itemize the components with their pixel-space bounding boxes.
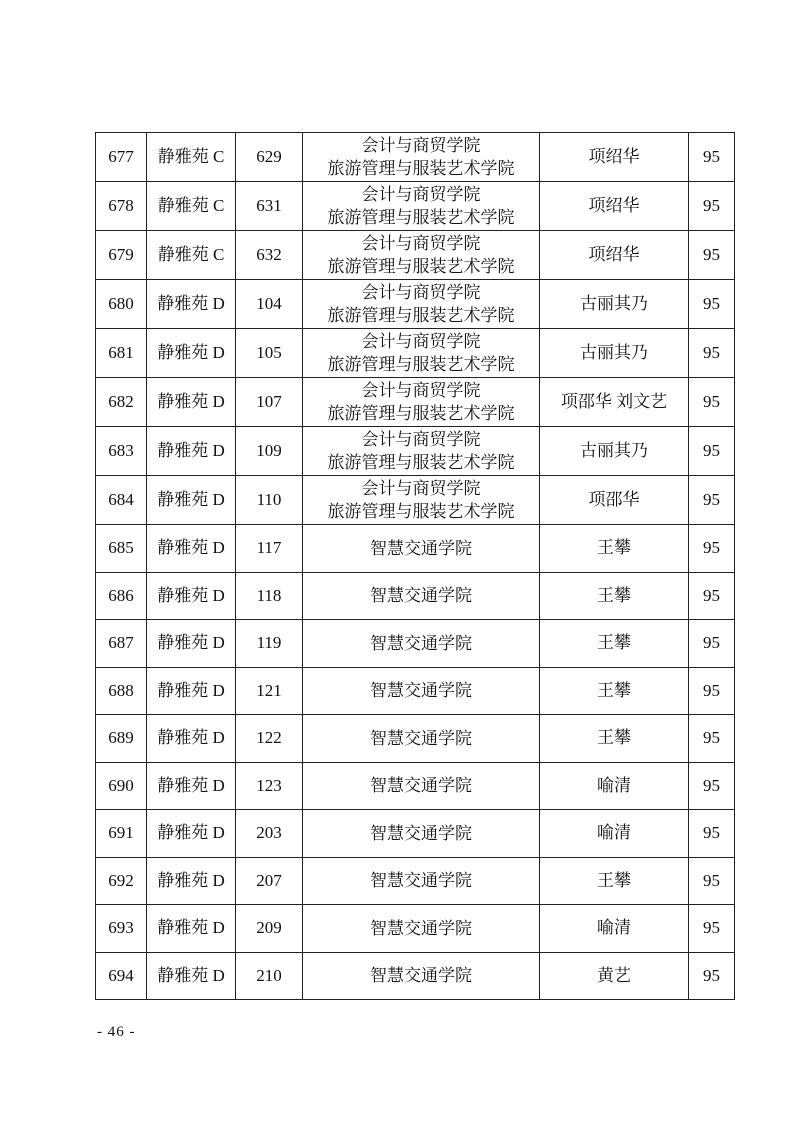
college-cell (303, 231, 540, 280)
row-number-cell: 694 (96, 952, 147, 1000)
room-cell: 107 (236, 378, 303, 427)
score-cell: 95 (689, 525, 735, 573)
college-name: 旅游管理与服装艺术学院 (327, 355, 515, 374)
teacher-cell: 古丽其乃 (540, 280, 689, 329)
room-cell: 632 (236, 231, 303, 280)
room-cell: 109 (236, 427, 303, 476)
teacher-cell: 古丽其乃 (540, 427, 689, 476)
teacher-cell: 王攀 (540, 572, 689, 620)
teacher-cell: 项邵华 刘文艺 (540, 378, 689, 427)
table-row (96, 620, 735, 668)
score-cell: 95 (689, 329, 735, 378)
college-name: 会计与商贸学院 (361, 136, 481, 155)
room-cell: 119 (236, 620, 303, 668)
college-name: 会计与商贸学院 (361, 283, 481, 302)
table-row (96, 715, 735, 763)
teacher-cell: 项绍华 (540, 133, 689, 182)
college-cell (303, 476, 540, 525)
row-number-cell: 679 (96, 231, 147, 280)
college-name: 智慧交通学院 (370, 586, 472, 606)
row-number-cell: 689 (96, 715, 147, 763)
table-row (96, 280, 735, 329)
room-cell: 105 (236, 329, 303, 378)
building-cell: 静雅苑 D (147, 762, 236, 810)
table-row (96, 857, 735, 905)
college-cell (303, 810, 540, 858)
college-name: 会计与商贸学院 (361, 430, 481, 449)
building-cell: 静雅苑 D (147, 427, 236, 476)
row-number-cell: 692 (96, 857, 147, 905)
room-cell: 209 (236, 905, 303, 953)
page-number: - 46 - (97, 1024, 136, 1040)
row-number-cell: 682 (96, 378, 147, 427)
college-name: 智慧交通学院 (370, 966, 472, 986)
building-cell: 静雅苑 D (147, 810, 236, 858)
score-cell: 95 (689, 378, 735, 427)
college-name: 会计与商贸学院 (361, 234, 481, 253)
building-cell: 静雅苑 D (147, 667, 236, 715)
teacher-cell: 王攀 (540, 715, 689, 763)
score-cell: 95 (689, 715, 735, 763)
room-cell: 122 (236, 715, 303, 763)
table-row (96, 667, 735, 715)
building-cell: 静雅苑 D (147, 857, 236, 905)
college-name: 智慧交通学院 (370, 728, 472, 748)
college-cell (303, 667, 540, 715)
teacher-cell: 古丽其乃 (540, 329, 689, 378)
college-name: 智慧交通学院 (370, 871, 472, 891)
room-cell: 629 (236, 133, 303, 182)
row-number-cell: 683 (96, 427, 147, 476)
row-number-cell: 687 (96, 620, 147, 668)
row-number-cell: 686 (96, 572, 147, 620)
college-cell (303, 715, 540, 763)
college-name: 智慧交通学院 (370, 538, 472, 558)
score-cell: 95 (689, 572, 735, 620)
room-cell: 123 (236, 762, 303, 810)
college-name: 会计与商贸学院 (361, 185, 481, 204)
building-cell: 静雅苑 D (147, 715, 236, 763)
building-cell: 静雅苑 D (147, 476, 236, 525)
college-name: 旅游管理与服装艺术学院 (327, 208, 515, 227)
building-cell: 静雅苑 D (147, 620, 236, 668)
table-row (96, 329, 735, 378)
row-number-cell: 681 (96, 329, 147, 378)
college-cell (303, 952, 540, 1000)
building-cell: 静雅苑 D (147, 905, 236, 953)
table-body (96, 133, 735, 1000)
building-cell: 静雅苑 D (147, 572, 236, 620)
teacher-cell: 王攀 (540, 525, 689, 573)
table-row (96, 476, 735, 525)
college-name: 旅游管理与服装艺术学院 (327, 306, 515, 325)
row-number-cell: 691 (96, 810, 147, 858)
building-cell: 静雅苑 D (147, 378, 236, 427)
table-row (96, 905, 735, 953)
teacher-cell: 项邵华 (540, 476, 689, 525)
table-row (96, 952, 735, 1000)
score-cell: 95 (689, 667, 735, 715)
room-cell: 117 (236, 525, 303, 573)
score-cell: 95 (689, 952, 735, 1000)
table-row (96, 572, 735, 620)
college-cell (303, 762, 540, 810)
college-cell (303, 133, 540, 182)
room-cell: 104 (236, 280, 303, 329)
college-cell (303, 857, 540, 905)
college-name: 智慧交通学院 (370, 776, 472, 796)
room-cell: 631 (236, 182, 303, 231)
college-name: 智慧交通学院 (370, 918, 472, 938)
college-name: 智慧交通学院 (370, 633, 472, 653)
college-cell (303, 620, 540, 668)
row-number-cell: 688 (96, 667, 147, 715)
table-row (96, 182, 735, 231)
college-name: 旅游管理与服装艺术学院 (327, 159, 515, 178)
table-row (96, 762, 735, 810)
college-cell (303, 378, 540, 427)
teacher-cell: 喻清 (540, 810, 689, 858)
teacher-cell: 王攀 (540, 667, 689, 715)
table-row (96, 427, 735, 476)
college-name: 旅游管理与服装艺术学院 (327, 257, 515, 276)
building-cell: 静雅苑 C (147, 182, 236, 231)
college-cell (303, 182, 540, 231)
score-cell: 95 (689, 857, 735, 905)
row-number-cell: 690 (96, 762, 147, 810)
row-number-cell: 693 (96, 905, 147, 953)
score-cell: 95 (689, 182, 735, 231)
college-cell (303, 525, 540, 573)
score-cell: 95 (689, 762, 735, 810)
teacher-cell: 项绍华 (540, 182, 689, 231)
teacher-cell: 喻清 (540, 905, 689, 953)
table-row (96, 231, 735, 280)
room-cell: 207 (236, 857, 303, 905)
college-name: 旅游管理与服装艺术学院 (327, 502, 515, 521)
college-name: 旅游管理与服装艺术学院 (327, 453, 515, 472)
building-cell: 静雅苑 C (147, 231, 236, 280)
college-name: 会计与商贸学院 (361, 332, 481, 351)
row-number-cell: 680 (96, 280, 147, 329)
room-cell: 210 (236, 952, 303, 1000)
college-name: 旅游管理与服装艺术学院 (327, 404, 515, 423)
room-cell: 118 (236, 572, 303, 620)
teacher-cell: 黄艺 (540, 952, 689, 1000)
score-cell: 95 (689, 231, 735, 280)
teacher-cell: 王攀 (540, 620, 689, 668)
row-number-cell: 685 (96, 525, 147, 573)
table-row (96, 378, 735, 427)
room-cell: 121 (236, 667, 303, 715)
table-row (96, 133, 735, 182)
college-cell (303, 427, 540, 476)
score-cell: 95 (689, 280, 735, 329)
dormitory-score-table (95, 132, 735, 1000)
college-name: 会计与商贸学院 (361, 479, 481, 498)
room-cell: 203 (236, 810, 303, 858)
building-cell: 静雅苑 D (147, 952, 236, 1000)
row-number-cell: 684 (96, 476, 147, 525)
score-cell: 95 (689, 905, 735, 953)
room-cell: 110 (236, 476, 303, 525)
college-cell (303, 280, 540, 329)
building-cell: 静雅苑 C (147, 133, 236, 182)
college-name: 会计与商贸学院 (361, 381, 481, 400)
building-cell: 静雅苑 D (147, 525, 236, 573)
college-cell (303, 572, 540, 620)
score-cell: 95 (689, 427, 735, 476)
score-cell: 95 (689, 810, 735, 858)
table-row (96, 525, 735, 573)
score-cell: 95 (689, 133, 735, 182)
college-cell (303, 905, 540, 953)
row-number-cell: 677 (96, 133, 147, 182)
table-row (96, 810, 735, 858)
teacher-cell: 王攀 (540, 857, 689, 905)
row-number-cell: 678 (96, 182, 147, 231)
college-name: 智慧交通学院 (370, 681, 472, 701)
teacher-cell: 项绍华 (540, 231, 689, 280)
score-cell: 95 (689, 620, 735, 668)
college-name: 智慧交通学院 (370, 823, 472, 843)
building-cell: 静雅苑 D (147, 329, 236, 378)
score-cell: 95 (689, 476, 735, 525)
college-cell (303, 329, 540, 378)
teacher-cell: 喻清 (540, 762, 689, 810)
building-cell: 静雅苑 D (147, 280, 236, 329)
